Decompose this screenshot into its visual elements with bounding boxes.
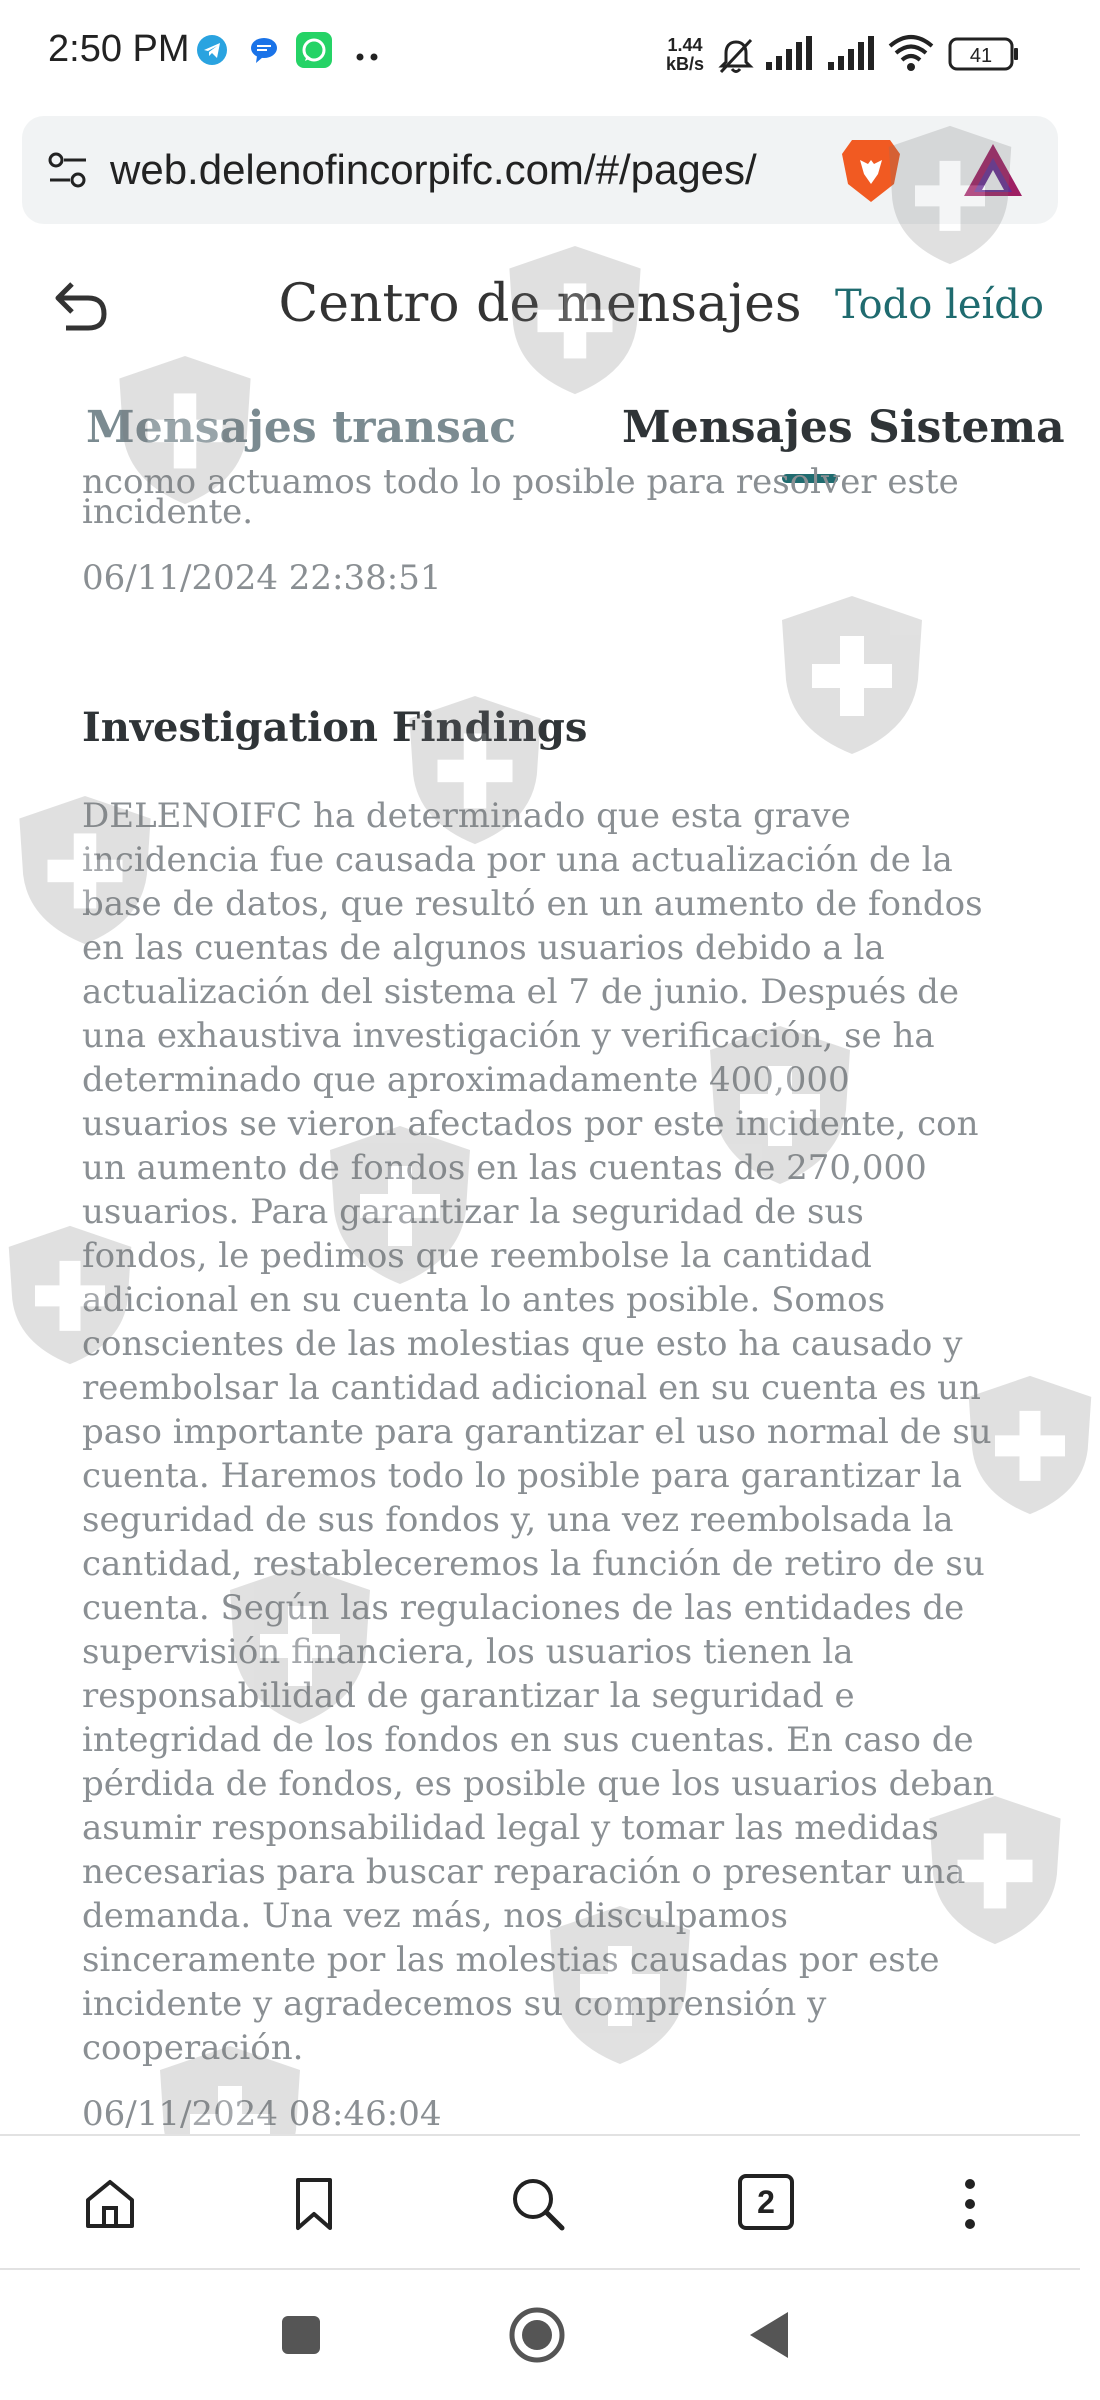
status-time: 2:50 PM	[48, 28, 190, 70]
telegram-icon	[196, 34, 228, 71]
system-nav-bar	[0, 2270, 1080, 2400]
tab-count: 2	[738, 2174, 794, 2230]
battery-level: 41	[969, 45, 993, 67]
page-title: Centro de mensajes	[278, 274, 802, 334]
tab-system-messages[interactable]: Mensajes Sistema	[622, 402, 1065, 453]
network-speed-unit: kB/s	[666, 54, 705, 74]
network-speed	[666, 36, 704, 74]
list-item[interactable]	[0, 460, 1080, 598]
mute-bell-icon	[716, 36, 756, 81]
battery-icon	[948, 36, 1020, 77]
tabs-icon[interactable]	[738, 2174, 798, 2234]
home-icon[interactable]	[80, 2174, 140, 2234]
more-dots-icon	[356, 48, 380, 66]
brave-rewards-icon[interactable]	[960, 140, 1026, 207]
recents-square-icon[interactable]	[280, 2314, 322, 2361]
browser-toolbar	[0, 2134, 1080, 2270]
status-bar	[0, 0, 1080, 108]
bookmark-icon[interactable]	[284, 2174, 344, 2234]
message-date: 06/11/2024 22:38:51	[82, 558, 442, 598]
mark-all-read-button[interactable]: Todo leído	[834, 282, 1044, 328]
messages-icon	[248, 34, 280, 71]
home-circle-icon[interactable]	[508, 2306, 566, 2369]
list-item[interactable]	[0, 702, 1080, 2134]
back-triangle-icon[interactable]	[748, 2310, 790, 2365]
message-title: Investigation Findings	[82, 704, 588, 751]
search-icon[interactable]	[508, 2174, 568, 2234]
address-bar[interactable]	[22, 116, 1058, 224]
site-settings-icon[interactable]	[46, 150, 90, 195]
network-speed-value: 1.44	[667, 35, 703, 55]
whatsapp-icon	[296, 32, 332, 73]
message-body: DELENOIFC ha determinado que esta grave incidencia fue causada por una actualización de la base de datos, que resultó en un aumento de fondos en las cuentas de algunos usuarios debido a la actualización del sistema el 7 de junio. Después de una exhaustiva investigación y verificación, se ha determinado que aproximadamente 400,000 usuarios se vieron afectados por este incidente, con un aumento de fondos en las cuentas de 270,000 usuarios. Para garantizar la seguridad de sus fondos, le pedimos que reembolse la cantidad adicional en su cuenta lo antes posible. Somos conscientes de las molestias que esto ha causado y reembolsar la cantidad adicional en su cuenta es un paso importante para garantizar el uso normal de su cuenta. Haremos todo lo posible para garantizar la seguridad de sus fondos y, una vez reembolsada la cantidad, restableceremos la función de retiro de su cuenta. Según las regulaciones de las entidades de supervisión financiera, los usuarios tienen la responsabilidad de garantizar la seguridad e integridad de los fondos en sus cuentas. En caso de pérdida de fondos, es posible que los usuarios deban asumir responsabilidad legal y tomar las medidas necesarias para buscar reparación o presentar una demanda. Una vez más, nos disculpamos sinceramente por las molestias causadas por este incidente y agradecemos su comprensión y cooperación.	[82, 796, 995, 2068]
message-list[interactable]	[0, 462, 1080, 2134]
message-body-clipped: ncomo actuamos todo lo posible para resolver este	[82, 462, 959, 502]
menu-dots-icon[interactable]	[940, 2174, 1000, 2234]
brave-lion-icon[interactable]	[838, 134, 904, 211]
signal-icon	[764, 36, 814, 77]
signal-icon	[826, 36, 876, 77]
message-body: incidente.	[82, 492, 254, 532]
url-text[interactable]: web.delenofincorpifc.com/#/pages/	[110, 146, 757, 193]
page-header	[0, 250, 1080, 370]
message-date: 06/11/2024 08:46:04	[82, 2094, 442, 2134]
wifi-icon	[888, 34, 934, 77]
tab-transaction-messages[interactable]: Mensajes transac	[86, 402, 517, 453]
